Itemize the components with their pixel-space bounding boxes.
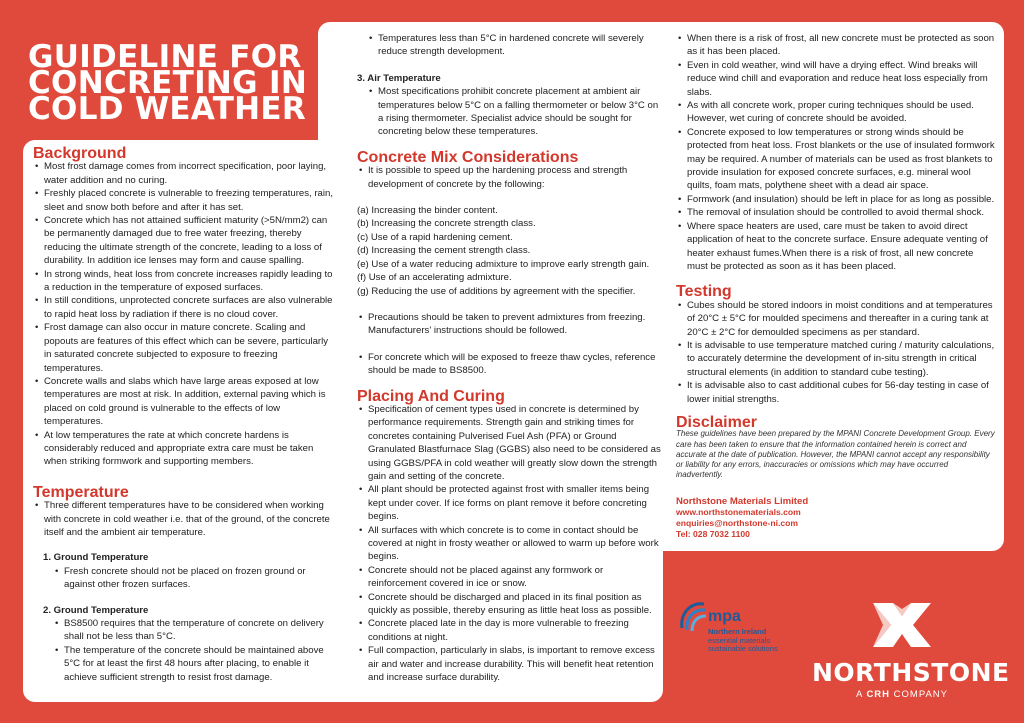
- list-item: • It is advisable also to cast additional cubes for 56-day testing in case of lower initial strengths.: [676, 379, 996, 406]
- list-item: • Concrete placed late in the day is more vulnerable to freezing conditions at night.: [357, 617, 662, 644]
- ground-temperature-list: [43, 565, 338, 592]
- mpa-logo: [678, 600, 788, 660]
- concrete-temperature-section: [33, 604, 338, 684]
- ns-sub-brand: CRH: [866, 689, 891, 700]
- placing-heading: Placing And Curing: [357, 387, 505, 405]
- concrete-temperature-heading: 2. Ground Temperature: [43, 604, 149, 616]
- list-item: • Fresh concrete should not be placed on frozen ground or against other frozen surfaces.: [53, 565, 338, 592]
- ground-temperature-section: [33, 551, 338, 591]
- list-item: • Most frost damage comes from incorrect specification, poor laying, water addition and no curing.: [33, 160, 338, 187]
- list-item: • Where space heaters are used, care must be taken to avoid direct application of heat to the concrete surface. Ensure adequate venting of heater exhaust fumes.When there is a risk of frost, all new concrete must be protected as soon as it has been placed.: [676, 220, 996, 274]
- list-item: • Freshly placed concrete is vulnerable to freezing temperatures, rain, sleet and snow both before and after it has set.: [33, 187, 338, 214]
- mix-options: [357, 204, 662, 298]
- list-item: • When there is a risk of frost, all new concrete must be protected as soon as it has been placed.: [676, 32, 996, 59]
- list-item: • Three different temperatures have to be considered when working with concrete in cold weather i.e. that of the ground, of the concrete itself and the ambient air temperature.: [33, 499, 338, 539]
- mix-option: (d) Increasing the cement strength class.: [357, 245, 531, 257]
- title-line: GUIDELINE FOR: [28, 39, 302, 75]
- temperature-list: [33, 499, 338, 539]
- list-item: • It is possible to speed up the hardening process and strength development of concrete by the following:: [357, 164, 662, 191]
- list-item: • Concrete exposed to low temperatures or strong winds should be protected from heat loss. Frost blankets or the use of insulated formwork may be required. A number of materials can be used as frost blankets to provide insulation for exposed concrete surfaces, e.g. mineral wool quilts, foam mats, polythene sheet with a dead air space.: [676, 126, 996, 193]
- company-phone: Tel: 028 7032 1100: [676, 529, 750, 540]
- ns-sub-prefix: A: [855, 689, 867, 700]
- mix-option: (f) Use of an accelerating admixture.: [357, 272, 512, 284]
- list-item: • The temperature of the concrete should be maintained above 5°C for at least the first 48 hours after placing, to enable it achieve sufficient strength to resist frost damage.: [53, 644, 338, 684]
- title-line: CONCRETING IN: [28, 65, 308, 101]
- column-2: [357, 32, 662, 684]
- background-heading: Background: [33, 145, 127, 162]
- air-temperature-heading: 3. Air Temperature: [357, 72, 441, 84]
- mix-intro-list: [357, 164, 662, 191]
- list-item: • Formwork (and insulation) should be left in place for as long as possible.: [676, 193, 996, 206]
- air-temperature-list: [357, 85, 662, 139]
- northstone-logo: [812, 603, 1010, 700]
- northstone-name: NORTHSTONE: [812, 658, 1010, 687]
- mix-option: (e) Use of a water reducing admixture to improve early strength gain.: [357, 258, 650, 270]
- company-name: Northstone Materials Limited: [676, 496, 809, 508]
- temperature-heading: Temperature: [33, 483, 129, 501]
- contact-block: [676, 496, 996, 540]
- mpa-swirl-icon: [678, 600, 708, 634]
- list-item: • In strong winds, heat loss from concrete increases rapidly leading to a reduction in the temperature of exposed surfaces.: [33, 268, 338, 295]
- placing-list: [357, 403, 662, 685]
- list-item: • Concrete should not be placed against any formwork or reinforcement covered in ice or snow.: [357, 564, 662, 591]
- mix-option: (a) Increasing the binder content.: [357, 205, 498, 217]
- list-item: • For concrete which will be exposed to freeze thaw cycles, reference should be made to BS8500.: [357, 351, 662, 378]
- concrete-temperature-list: [43, 617, 338, 684]
- placing-list-cont: [676, 32, 996, 273]
- mpa-line: essential materials: [708, 635, 771, 645]
- ns-sub-suffix: COMPANY: [890, 689, 948, 700]
- mix-option: (b) Increasing the concrete strength class.: [357, 218, 536, 230]
- list-item: • Frost damage can also occur in mature concrete. Scaling and popouts are features of this effect which can be severe, particularly in saturated concrete subjected to exposure to freezing temperatures.: [33, 321, 338, 375]
- mix-heading: Concrete Mix Considerations: [357, 148, 579, 166]
- list-item: • Most specifications prohibit concrete placement at ambient air temperatures below 5°C on a falling thermometer or below 3°C on a rising thermometer. Specialist advice should be sought for concreting below these temperatures.: [367, 85, 662, 139]
- list-item: • Cubes should be stored indoors in moist conditions and at temperatures of 20°C ± 5°C for moulded specimens and thereafter in a curing tank at 20°C ± 2°C for demoulded specimens as per standard.: [676, 299, 996, 339]
- list-item: • All surfaces with which concrete is to come in contact should be covered at night in frosty weather or allowed to warm up before work begins.: [357, 524, 662, 564]
- disclaimer-heading: Disclaimer: [676, 413, 757, 431]
- list-item: • Full compaction, particularly in slabs, is important to remove excess air and water and increase durability. This will benefit heat retention and increase surface durability.: [357, 644, 662, 684]
- disclaimer-text: These guidelines have been prepared by the MPANI Concrete Development Group. Every care has been taken to ensure that the information contained herein is correct and accurate at the date of publication. However, the MPANI cannot accept any responsibility or liability for any errors, inaccuracies or omissions which may have occurred inadvertently.: [676, 429, 995, 480]
- title-line: COLD WEATHER: [28, 91, 307, 127]
- testing-list: [676, 299, 996, 406]
- mix-option: (g) Reducing the use of additions by agreement with the specifier.: [357, 285, 636, 297]
- list-item: • It is advisable to use temperature matched curing / maturity calculations, to accurately determine the development of in-situ strength in critical structural elements (in addition to standard cube testing).: [676, 339, 996, 379]
- mix-notes-2: [357, 351, 662, 378]
- page-title: [28, 39, 318, 127]
- mix-option: (c) Use of a rapid hardening cement.: [357, 231, 513, 243]
- mpa-line: Northern Ireland: [708, 627, 767, 636]
- northstone-sub: [812, 689, 992, 700]
- mpa-tagline: [708, 628, 798, 654]
- list-item: • Even in cold weather, wind will have a drying effect. Wind breaks will reduce wind chill and evaporation and reduce heat loss especially from slabs.: [676, 59, 996, 99]
- mix-notes: [357, 311, 662, 338]
- list-item: • Precautions should be taken to prevent admixtures from freezing. Manufacturers' instructions should be followed.: [357, 311, 662, 338]
- northstone-mark-icon: [871, 603, 933, 649]
- column-3: [676, 32, 996, 540]
- list-item: • Concrete should be discharged and placed in its final position as quickly as possible, thereby ensuring as little heat loss as possible.: [357, 591, 662, 618]
- list-item: • As with all concrete work, proper curing techniques should be used. However, wet curing of concrete should be avoided.: [676, 99, 996, 126]
- mpa-abbr: mpa: [708, 608, 741, 625]
- list-item: • Specification of cement types used in concrete is determined by performance requirements. Strength gain and striking times for concretes containing Pulverised Fuel Ash (PFA) or Ground Granulated Blastfurnace Slag (GGBS) also need to be considered as using GGBS/PFA in cold weather will greatly slow down the strength gain and setting of the concrete.: [357, 403, 662, 483]
- concrete-temperature-list-cont: [357, 32, 662, 59]
- list-item: • In still conditions, unprotected concrete surfaces are also vulnerable to rapid heat loss by radiation if there is no cloud cover.: [33, 294, 338, 321]
- ground-temperature-heading: 1. Ground Temperature: [43, 552, 149, 564]
- list-item: • The removal of insulation should be controlled to avoid thermal shock.: [676, 206, 996, 219]
- company-website[interactable]: www.northstonematerials.com: [676, 507, 801, 518]
- list-item: • Concrete walls and slabs which have large areas exposed at low temperatures are most at risk. In addition, external paving which is placed on cold ground is vulnerable to the effects of low temperatures.: [33, 375, 338, 429]
- mpa-line: sustainable solutions: [708, 644, 778, 653]
- column-1: [33, 147, 338, 684]
- company-email[interactable]: enquiries@northstone-ni.com: [676, 518, 799, 529]
- testing-heading: Testing: [676, 283, 732, 301]
- background-list: [33, 160, 338, 468]
- list-item: • BS8500 requires that the temperature of concrete on delivery shall not be less than 5°C.: [53, 617, 338, 644]
- list-item: • Temperatures less than 5°C in hardened concrete will severely reduce strength development.: [367, 32, 662, 59]
- list-item: • At low temperatures the rate at which concrete hardens is considerably reduced and appropriate extra care must be taken when striking formwork and supporting members.: [33, 429, 338, 469]
- list-item: • All plant should be protected against frost with smaller items being kept under cover. If ice forms on plant remove it before concreting begins.: [357, 483, 662, 523]
- list-item: • Concrete which has not attained sufficient maturity (>5N/mm2) can be permanently damaged due to free water freezing, thereby reducing the ultimate strength of the concrete, leading to a loss of durability. In addition ice lenses may form and cause spalling.: [33, 214, 338, 268]
